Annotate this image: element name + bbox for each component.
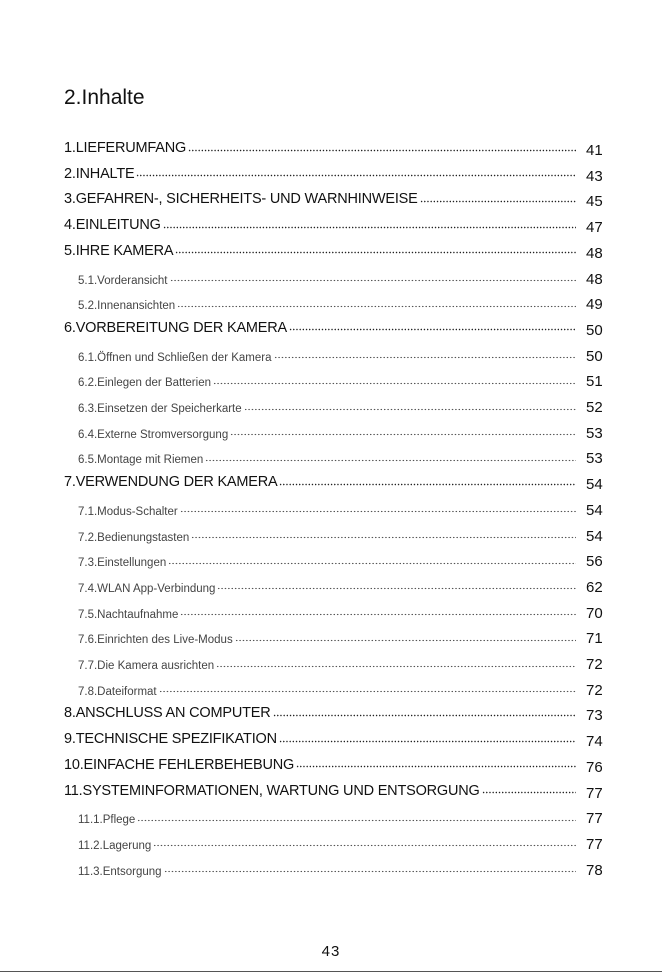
toc-entry-label: 5.2.Innenansichten [78, 300, 176, 313]
toc-entry-label: 7.8.Dateiformat [78, 685, 157, 698]
toc-entry-label: 3.GEFAHREN-, SICHERHEITS- UND WARNHINWEISE [64, 191, 418, 208]
dot-leader [164, 870, 576, 874]
toc-entry-label: 7.2.Bedienungstasten [78, 531, 190, 544]
dot-leader [170, 279, 576, 283]
dot-leader [205, 458, 576, 462]
dot-leader [279, 482, 576, 486]
toc-entry [78, 294, 576, 312]
dot-leader [180, 510, 576, 514]
toc-entry-page: 50 [586, 321, 603, 339]
toc-entry [78, 603, 576, 621]
toc-entry [78, 448, 576, 466]
toc-entry-label: 6.2.Einlegen der Batterien [78, 377, 211, 390]
dot-leader [159, 690, 576, 694]
dot-leader [180, 613, 576, 617]
page-number: 43 [321, 943, 341, 960]
dot-leader [235, 638, 576, 642]
toc-entry [64, 241, 576, 259]
toc-entry [78, 397, 576, 415]
dot-leader [274, 356, 577, 360]
toc-entry [78, 808, 576, 826]
toc-entry [78, 628, 576, 646]
toc-entry-page: 43 [586, 167, 603, 185]
dot-leader [175, 251, 576, 255]
toc-entry [64, 215, 576, 233]
toc-entry-page: 76 [586, 758, 603, 776]
toc-entry-page: 74 [586, 733, 603, 751]
toc-entry-label: 6.5.Montage mit Riemen [78, 454, 204, 467]
dot-leader [137, 818, 576, 822]
toc-entry-label: 7.VERWENDUNG DER KAMERA [64, 474, 278, 491]
toc-entry [78, 551, 576, 569]
toc-entry [78, 860, 576, 878]
toc-entry-label: 2.INHALTE [64, 165, 135, 182]
toc-entry-page: 72 [586, 681, 603, 699]
toc-entry-page: 47 [586, 219, 603, 237]
toc-entry-label: 4.EINLEITUNG [64, 217, 161, 234]
toc-entry-label: 10.EINFACHE FEHLERBEHEBUNG [64, 756, 295, 773]
dot-leader [136, 174, 576, 178]
toc-entry [78, 834, 576, 852]
toc-heading: 2.Inhalte [64, 86, 145, 109]
toc-entry [78, 423, 576, 441]
toc-entry [64, 703, 576, 721]
toc-entry [64, 164, 576, 182]
toc-entry-page: 52 [586, 399, 603, 416]
toc-entry [78, 346, 576, 364]
toc-entry [64, 472, 576, 490]
dot-leader [230, 433, 576, 437]
toc-entry [64, 189, 576, 207]
toc-entry-label: 7.5.Nachtaufnahme [78, 608, 179, 621]
toc-entry-page: 54 [586, 476, 603, 494]
toc-entry [78, 500, 576, 518]
toc-entry-page: 54 [586, 501, 603, 519]
dot-leader [273, 713, 577, 717]
toc-entry-label: 7.1.Modus-Schalter [78, 505, 178, 518]
dot-leader [168, 561, 576, 565]
toc-entry-page: 72 [586, 656, 603, 673]
toc-entry-page: 77 [586, 810, 603, 828]
toc-entry-label: 11.1.Pflege [78, 814, 136, 827]
toc-entry [64, 755, 576, 773]
toc-entry-label: 11.2.Lagerung [78, 839, 152, 852]
toc-entry [78, 654, 576, 672]
toc-entry-page: 62 [586, 578, 603, 596]
toc-entry [64, 781, 576, 799]
toc-entry-page: 50 [586, 347, 603, 365]
toc-entry-page: 71 [586, 630, 603, 648]
toc-entry [78, 269, 576, 287]
toc-entry-page: 78 [586, 861, 603, 879]
toc-entry-page: 48 [586, 244, 603, 262]
toc-entry [78, 371, 576, 389]
toc-entry-label: 5.IHRE KAMERA [64, 242, 174, 259]
toc-entry-page: 45 [586, 193, 603, 211]
dot-leader [216, 664, 576, 668]
dot-leader [420, 199, 576, 203]
toc-entry [64, 729, 576, 747]
toc-entry-page: 70 [586, 604, 603, 622]
dot-leader [482, 791, 576, 795]
toc-entry-label: 6.1.Öffnen und Schließen der Kamera [78, 351, 272, 364]
toc-entry-label: 7.6.Einrichten des Live-Modus [78, 634, 233, 647]
toc-entry-page: 41 [586, 142, 603, 159]
toc-entry [78, 577, 576, 595]
toc-entry-label: 11.3.Entsorgung [78, 865, 162, 878]
dot-leader [153, 844, 576, 848]
toc-entry-label: 7.4.WLAN App-Verbindung [78, 582, 216, 595]
dot-leader [188, 148, 576, 152]
toc-entry [78, 526, 576, 544]
dot-leader [279, 739, 576, 743]
bottom-rule [0, 971, 662, 972]
toc-entry-page: 49 [586, 296, 603, 314]
toc-entry-label: 5.1.Vorderansicht [78, 274, 168, 287]
toc-entry-label: 8.ANSCHLUSS AN COMPUTER [64, 705, 271, 722]
dot-leader [213, 381, 576, 385]
toc-entry-page: 54 [586, 527, 603, 545]
toc-entry-label: 1.LIEFERUMFANG [64, 140, 187, 156]
toc-entry-page: 77 [586, 784, 603, 802]
toc-entry-page: 51 [586, 373, 603, 391]
toc-entry [78, 680, 576, 698]
dot-leader [289, 328, 576, 332]
dot-leader [191, 536, 576, 540]
toc-entry-page: 77 [586, 835, 603, 853]
dot-leader [296, 765, 576, 769]
toc-entry-page: 53 [586, 424, 603, 442]
toc-entry-label: 7.7.Die Kamera ausrichten [78, 660, 215, 672]
toc-entry-label: 11.SYSTEMINFORMATIONEN, WARTUNG UND ENTSORGUNG [64, 782, 480, 799]
toc-entry-page: 73 [586, 707, 603, 725]
toc-entry-page: 56 [586, 553, 603, 571]
toc-entry [64, 138, 576, 156]
toc-entry-label: 9.TECHNISCHE SPEZIFIKATION [64, 731, 277, 748]
dot-leader [163, 225, 576, 229]
toc-entry-label: 6.VORBEREITUNG DER KAMERA [64, 319, 288, 336]
dot-leader [244, 407, 576, 411]
toc-entry-label: 6.4.Externe Stromversorgung [78, 428, 229, 441]
toc-entry-page: 48 [586, 270, 603, 288]
toc-entry-label: 7.3.Einstellungen [78, 557, 167, 570]
dot-leader [177, 304, 576, 308]
toc-entry-label: 6.3.Einsetzen der Speicherkarte [78, 403, 242, 415]
toc-entry [64, 318, 576, 336]
dot-leader [217, 587, 576, 591]
toc-entry-page: 53 [586, 450, 603, 468]
